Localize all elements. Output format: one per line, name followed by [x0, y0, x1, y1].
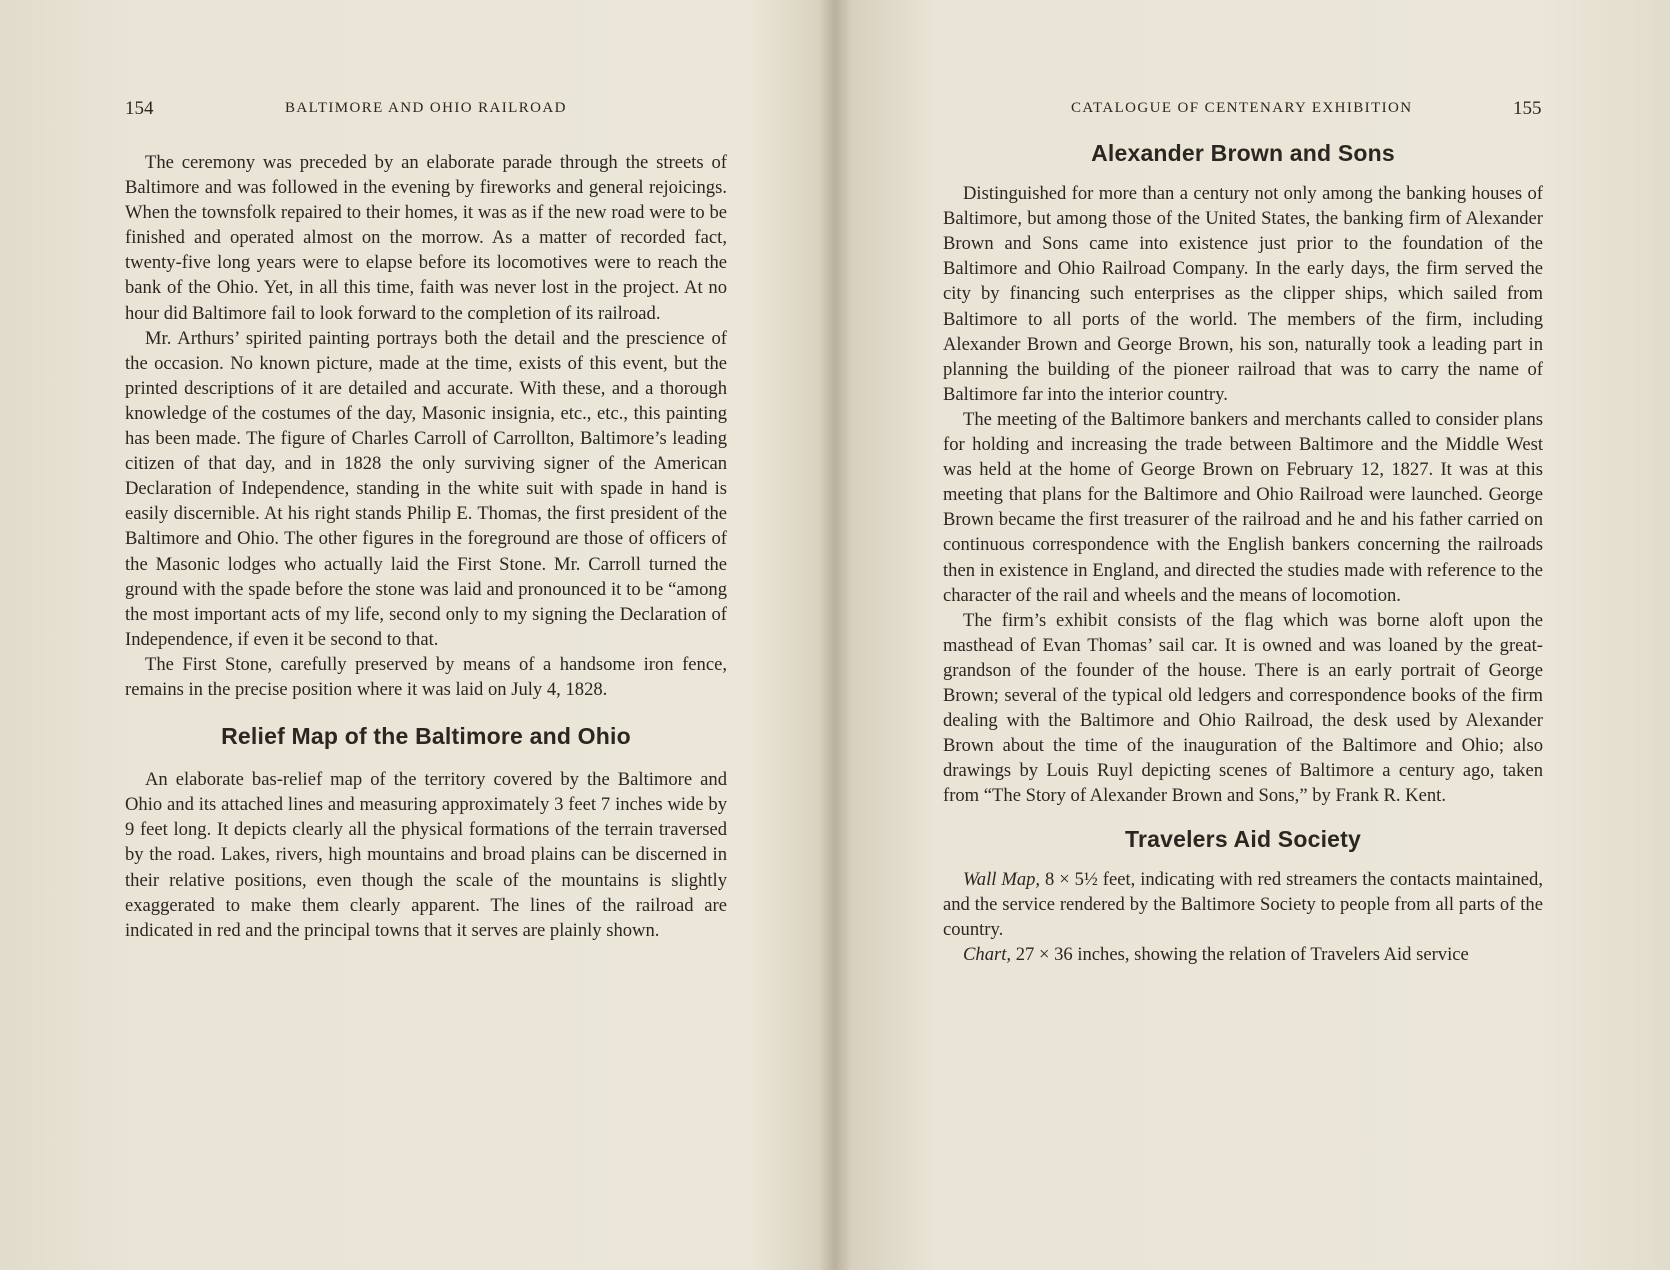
item-text: 27 × 36 inches, showing the relation of Travelers Aid service [1011, 943, 1469, 965]
section-heading: Travelers Aid Society [1124, 826, 1362, 853]
catalogue-item [943, 867, 1543, 942]
item-term: Chart, [963, 943, 1012, 965]
text-column [125, 150, 727, 943]
page-number: 154 [125, 98, 154, 119]
paragraph: An elaborate bas-relief map of the territory covered by the Baltimore and Ohio and its attached lines and measuring approximately 3 feet 7 inches wide by 9 feet long. It depicts clearly all the physical formations of the terrain traversed by the road. Lakes, rivers, high mountains and broad plains can be discerned in their relative positions, even though the scale of the mountains is slightly exaggerated to make them clearly apparent. The lines of the railroad are indicated in red and the principal towns that it serves are plainly shown. [125, 769, 727, 941]
page-number: 155 [1513, 98, 1542, 119]
paragraph: Mr. Arthurs’ spirited painting portrays both the detail and the prescience of the occasion. No known picture, made at the time, exists of this event, but the printed descriptions of it are detailed and accurate. With these, and a thorough knowledge of the costumes of the day, Masonic insignia, etc., etc., this painting has been made. The figure of Charles Carroll of Carrollton, Baltimore’s leading citizen of that day, and in 1828 the only surviving signer of the American Declaration of Independence, standing in the white suit with spade in hand is easily discernible. At his right stands Philip E. Thomas, the first president of the Baltimore and Ohio. The other figures in the foreground are those of officers of the Masonic lodges who actually laid the First Stone. Mr. Carroll turned the ground with the spade before the stone was laid and pronounced it to be “among the most important acts of my life, second only to my signing the Declaration of Independence, if even it be second to that. [125, 327, 727, 650]
running-head: BALTIMORE AND OHIO RAILROAD [285, 100, 567, 116]
section-heading: Relief Map of the Baltimore and Ohio [221, 723, 631, 750]
paragraph: The meeting of the Baltimore bankers and merchants called to consider plans for holding and increasing the trade between Baltimore and the Middle West was held at the home of George Brown on February 12, 1827. It was at this meeting that plans for the Baltimore and Ohio Railroad were launched. George Brown became the first treasurer of the railroad and he and his father carried on continuous correspondence with the English bankers concerning the railroads then in existence in England, and directed the studies made with reference to the character of the rail and wheels and the means of locomotion. [943, 408, 1543, 606]
running-head: CATALOGUE OF CENTENARY EXHIBITION [1071, 100, 1413, 116]
right-page [833, 0, 1670, 1270]
left-page [0, 0, 833, 1270]
section-heading: Alexander Brown and Sons [1091, 140, 1395, 166]
item-term: Wall Map, [963, 868, 1041, 890]
paragraph: The firm’s exhibit consists of the flag which was borne aloft upon the masthead of Evan Thomas’ sail car. It is owned and was loaned by the great-grandson of the founder of the house. There is an early portrait of George Brown; several of the typical old ledgers and correspondence books of the firm dealing with the Baltimore and Ohio Railroad, the desk used by Alexander Brown about the time of the inauguration of the Baltimore and Ohio; also drawings by Louis Ruyl depicting scenes of Baltimore a century ago, taken from “The Story of Alexander Brown and Sons,” by Frank R. Kent. [943, 609, 1543, 807]
paragraph: Distinguished for more than a century not only among the banking houses of Baltimore, but among those of the United States, the banking firm of Alexander Brown and Sons came into existence just prior to the foundation of the Baltimore and Ohio Railroad Company. In the early days, the firm served the city by financing such enterprises as the clipper ships, which sailed from Baltimore to all ports of the world. The members of the firm, including Alexander Brown and George Brown, his son, naturally took a leading part in planning the building of the pioneer railroad that was to carry the name of Baltimore far into the interior country. [943, 183, 1543, 405]
catalogue-item [943, 942, 1543, 967]
paragraph: The ceremony was preceded by an elaborate parade through the streets of Baltimore and was followed in the evening by fireworks and general rejoicings. When the townsfolk repaired to their homes, it was as if the new road were to be finished and operated almost on the morrow. As a matter of recorded fact, twenty-five long years were to elapse before its locomotives were to reach the bank of the Ohio. Yet, in all this time, faith was never lost in the project. At no hour did Baltimore fail to look forward to the completion of its railroad. [125, 152, 727, 324]
item-text: 8 × 5½ feet, indicating with red streamers the contacts maintained, and the service rendered by the Baltimore Society to people from all parts of the country. [943, 868, 1543, 940]
paragraph: The First Stone, carefully preserved by means of a handsome iron fence, remains in the precise position where it was laid on July 4, 1828. [125, 653, 727, 700]
text-column [943, 141, 1543, 967]
